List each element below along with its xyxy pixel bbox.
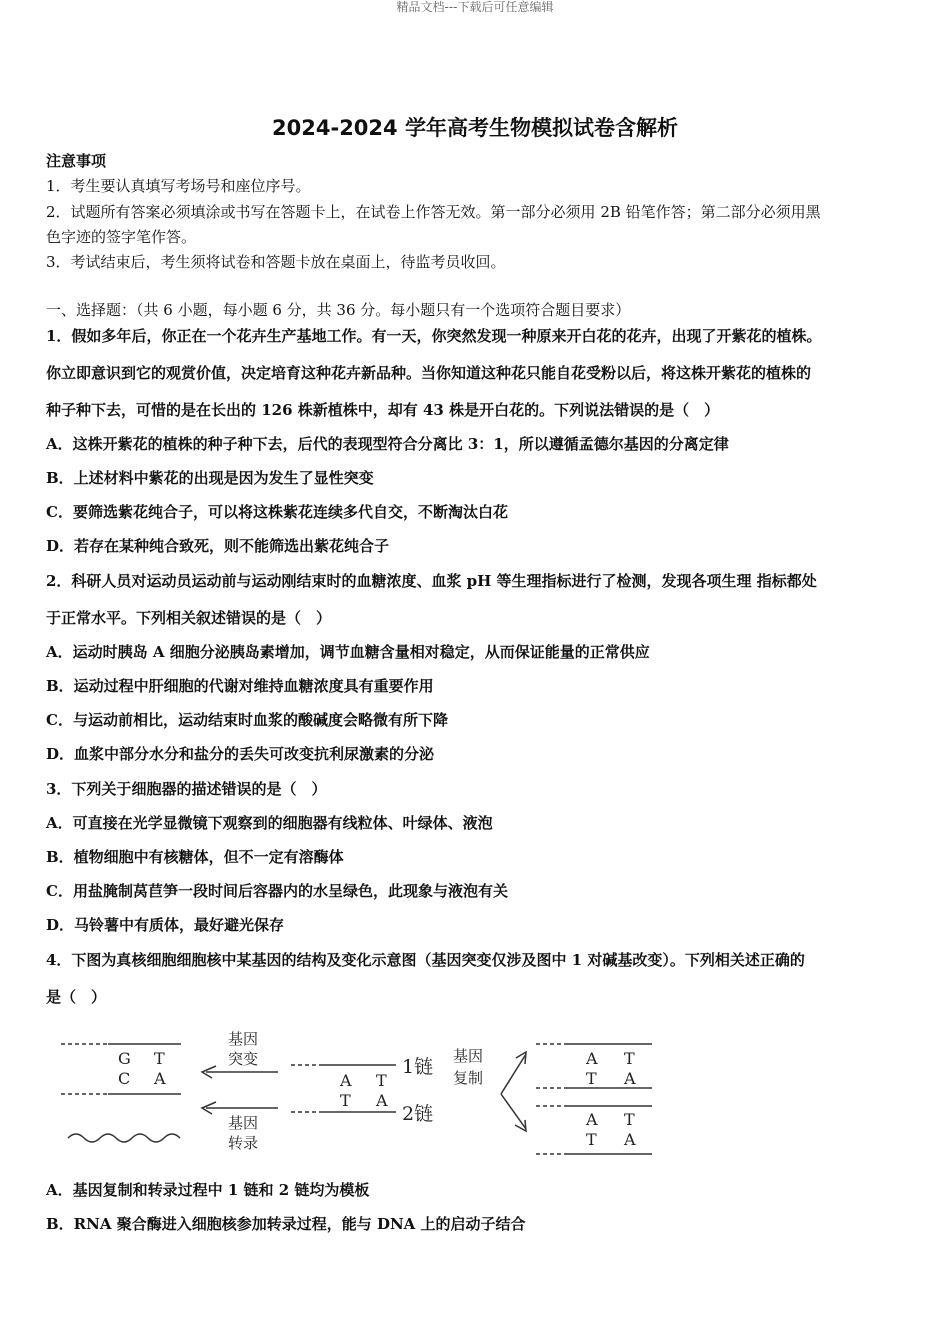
option-b: B．植物细胞中有核糖体，但不一定有溶酶体: [46, 848, 344, 866]
option-c: C．要筛选紫花纯合子，可以将这株紫花连续多代自交，不断淘汰白花: [46, 503, 508, 521]
transcription-label: 转录: [228, 1134, 259, 1152]
base-label: T: [586, 1069, 597, 1088]
base-label: T: [154, 1049, 165, 1068]
chain1-label: 1链: [402, 1056, 434, 1078]
option-c: C．与运动前相比，运动结束时血浆的酸碱度会略微有所下降: [46, 711, 448, 729]
option-a: A．基因复制和转录过程中 1 链和 2 链均为模板: [46, 1181, 370, 1199]
option-d: D．马铃薯中有质体，最好避光保存: [46, 916, 285, 934]
question-stem: 1．假如多年后，你正在一个花卉生产基地工作。有一天，你突然发现一种原来开白花的花卉，出现了开紫花的植株。: [46, 327, 822, 345]
question-stem: 是（ ）: [46, 988, 107, 1006]
question-stem: 种子种下去，可惜的是在长出的 126 株新植株中，却有 43 株是开白花的。下列说法错误的是（ ）: [46, 401, 720, 419]
base-label: A: [154, 1069, 166, 1088]
question-stem: 于正常水平。下列相关叙述错误的是（ ）: [46, 609, 332, 627]
option-a: A．这株开紫花的植株的种子种下去，后代的表现型符合分离比 3：1，所以遵循孟德尔基因的分离定律: [46, 435, 729, 453]
notice-item: 2．试题所有答案必须填涂或书写在答题卡上，在试卷上作答无效。第一部分必须用 2B 铅笔作答；第二部分必须用黑: [46, 203, 821, 221]
notice-item: 3．考试结束后，考生须将试卷和答题卡放在桌面上，待监考员收回。: [46, 253, 506, 271]
base-label: A: [376, 1091, 388, 1110]
base-label: A: [586, 1110, 598, 1129]
chain2-label: 2链: [402, 1103, 434, 1125]
replication-label: 复制: [453, 1069, 484, 1087]
question-stem: 你立即意识到它的观赏价值，决定培育这种花卉新品种。当你知道这种花只能自花受粉以后，将这株开紫花的植株的: [46, 364, 812, 382]
transcription-label: 基因: [228, 1114, 259, 1132]
notice-item: 色字迹的签字笔作答。: [46, 228, 197, 246]
mutation-label: 基因: [228, 1030, 259, 1048]
base-label: T: [624, 1110, 635, 1129]
base-label: A: [624, 1130, 636, 1149]
option-d: D．若存在某种纯合致死，则不能筛选出紫花纯合子: [46, 537, 390, 555]
page-header: 精品文档---下载后可任意编辑: [396, 0, 554, 14]
option-c: C．用盐腌制莴苣笋一段时间后容器内的水呈绿色，此现象与液泡有关: [46, 882, 508, 900]
base-label: T: [340, 1091, 351, 1110]
option-b: B．RNA 聚合酶进入细胞核参加转录过程，能与 DNA 上的启动子结合: [46, 1215, 526, 1233]
question-stem: 2．科研人员对运动员运动前与运动刚结束时的血糖浓度、血浆 pH 等生理指标进行了检测，发现各项生理 指标都处: [46, 572, 817, 590]
base-label: T: [376, 1071, 387, 1090]
base-label: T: [624, 1049, 635, 1068]
option-a: A．运动时胰岛 A 细胞分泌胰岛素增加，调节血糖含量相对稳定，从而保证能量的正常供应: [46, 643, 650, 661]
base-label: A: [624, 1069, 636, 1088]
base-label: C: [118, 1069, 131, 1088]
base-label: G: [118, 1049, 131, 1068]
option-d: D．血浆中部分水分和盐分的丢失可改变抗利尿激素的分泌: [46, 745, 435, 763]
option-b: B．上述材料中紫花的出现是因为发生了显性突变: [46, 469, 374, 487]
section-heading: 一、选择题：（共 6 小题，每小题 6 分，共 36 分。每小题只有一个选项符合题目要求）: [46, 301, 631, 319]
option-b: B．运动过程中肝细胞的代谢对维持血糖浓度具有重要作用: [46, 677, 434, 695]
base-label: A: [340, 1071, 352, 1090]
base-label: A: [586, 1049, 598, 1068]
question-stem: 4．下图为真核细胞细胞核中某基因的结构及变化示意图（基因突变仅涉及图中 1 对碱基改变）。下列相关述正确的: [46, 951, 805, 969]
gene-structure-diagram: [46, 1024, 666, 1164]
question-stem: 3．下列关于细胞器的描述错误的是（ ）: [46, 780, 327, 798]
option-a: A．可直接在光学显微镜下观察到的细胞器有线粒体、叶绿体、液泡: [46, 814, 493, 832]
notice-item: 1．考生要认真填写考场号和座位序号。: [46, 177, 311, 195]
page-title: 2024-2024 学年高考生物模拟试卷含解析: [272, 116, 678, 140]
base-label: T: [586, 1130, 597, 1149]
notice-heading: 注意事项: [46, 152, 107, 170]
replication-label: 基因: [453, 1047, 484, 1065]
mutation-label: 突变: [228, 1050, 259, 1068]
